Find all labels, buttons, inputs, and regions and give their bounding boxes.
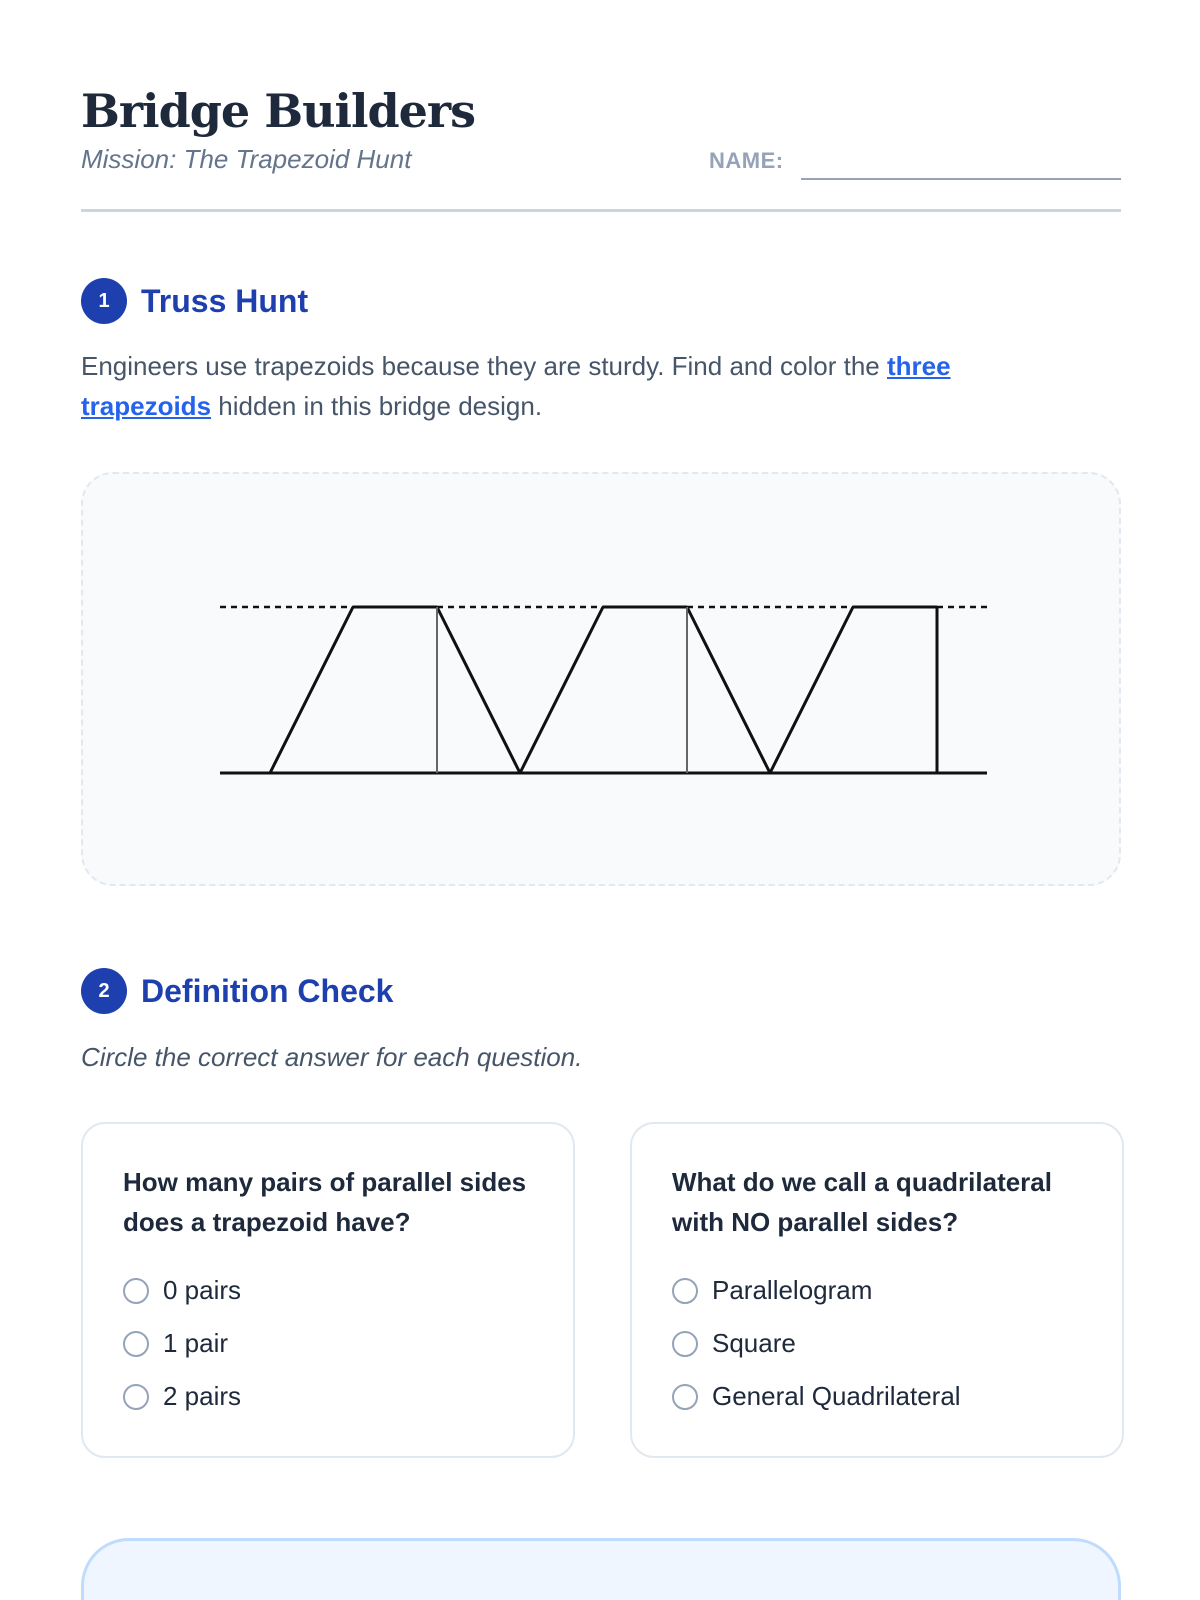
option-label: 0 pairs xyxy=(163,1275,242,1305)
question-text: What do we call a quadrilateral with NO parallel sides? xyxy=(672,1167,1052,1237)
diagonal-member xyxy=(520,607,603,773)
option-label: Square xyxy=(712,1328,796,1358)
section-number-badge: 1 xyxy=(81,278,127,324)
option-label: Parallelogram xyxy=(712,1275,873,1305)
radio-button[interactable] xyxy=(123,1278,149,1304)
section-title: Definition Check xyxy=(141,972,394,1009)
answer-option[interactable] xyxy=(123,1264,533,1317)
section-title: Truss Hunt xyxy=(141,282,309,319)
answer-option[interactable] xyxy=(672,1317,1082,1370)
instructions-paragraph xyxy=(81,346,1081,426)
name-label: NAME: xyxy=(709,148,784,173)
page-title: Bridge Builders xyxy=(81,84,476,138)
diagonal-member xyxy=(770,607,853,773)
answer-option[interactable] xyxy=(123,1370,533,1423)
page-subtitle: Mission: The Trapezoid Hunt xyxy=(81,144,412,174)
answer-option[interactable] xyxy=(672,1264,1082,1317)
radio-button[interactable] xyxy=(123,1331,149,1357)
answer-option[interactable] xyxy=(672,1370,1082,1423)
question-text: How many pairs of parallel sides does a trapezoid have? xyxy=(123,1167,527,1237)
name-field[interactable] xyxy=(801,178,1121,180)
radio-button[interactable] xyxy=(672,1331,698,1357)
diagonal-member xyxy=(437,607,520,773)
section-number-badge: 2 xyxy=(81,968,127,1014)
section-1-heading xyxy=(81,278,308,324)
question-card xyxy=(630,1122,1124,1458)
radio-button[interactable] xyxy=(672,1384,698,1410)
three-trapezoids-link[interactable]: three trapezoids xyxy=(81,351,951,421)
worksheet-header xyxy=(81,80,1121,212)
quiz-instruction: Circle the correct answer for each question. xyxy=(81,1042,583,1072)
next-section-box xyxy=(81,1538,1121,1600)
instructions-text: Engineers use trapezoids because they are sturdy. Find and color the xyxy=(81,351,887,381)
option-label: 1 pair xyxy=(163,1328,229,1358)
option-label: General Quadrilateral xyxy=(712,1381,961,1411)
radio-button[interactable] xyxy=(123,1384,149,1410)
radio-button[interactable] xyxy=(672,1278,698,1304)
option-label: 2 pairs xyxy=(163,1381,242,1411)
diagonal-member xyxy=(270,607,353,773)
instructions-text-end: hidden in this bridge design. xyxy=(211,391,543,421)
section-2-heading xyxy=(81,968,393,1014)
bridge-diagram-box xyxy=(81,472,1121,886)
bridge-truss-diagram xyxy=(83,474,1123,888)
answer-option[interactable] xyxy=(123,1317,533,1370)
diagonal-member xyxy=(687,607,770,773)
question-card xyxy=(81,1122,575,1458)
